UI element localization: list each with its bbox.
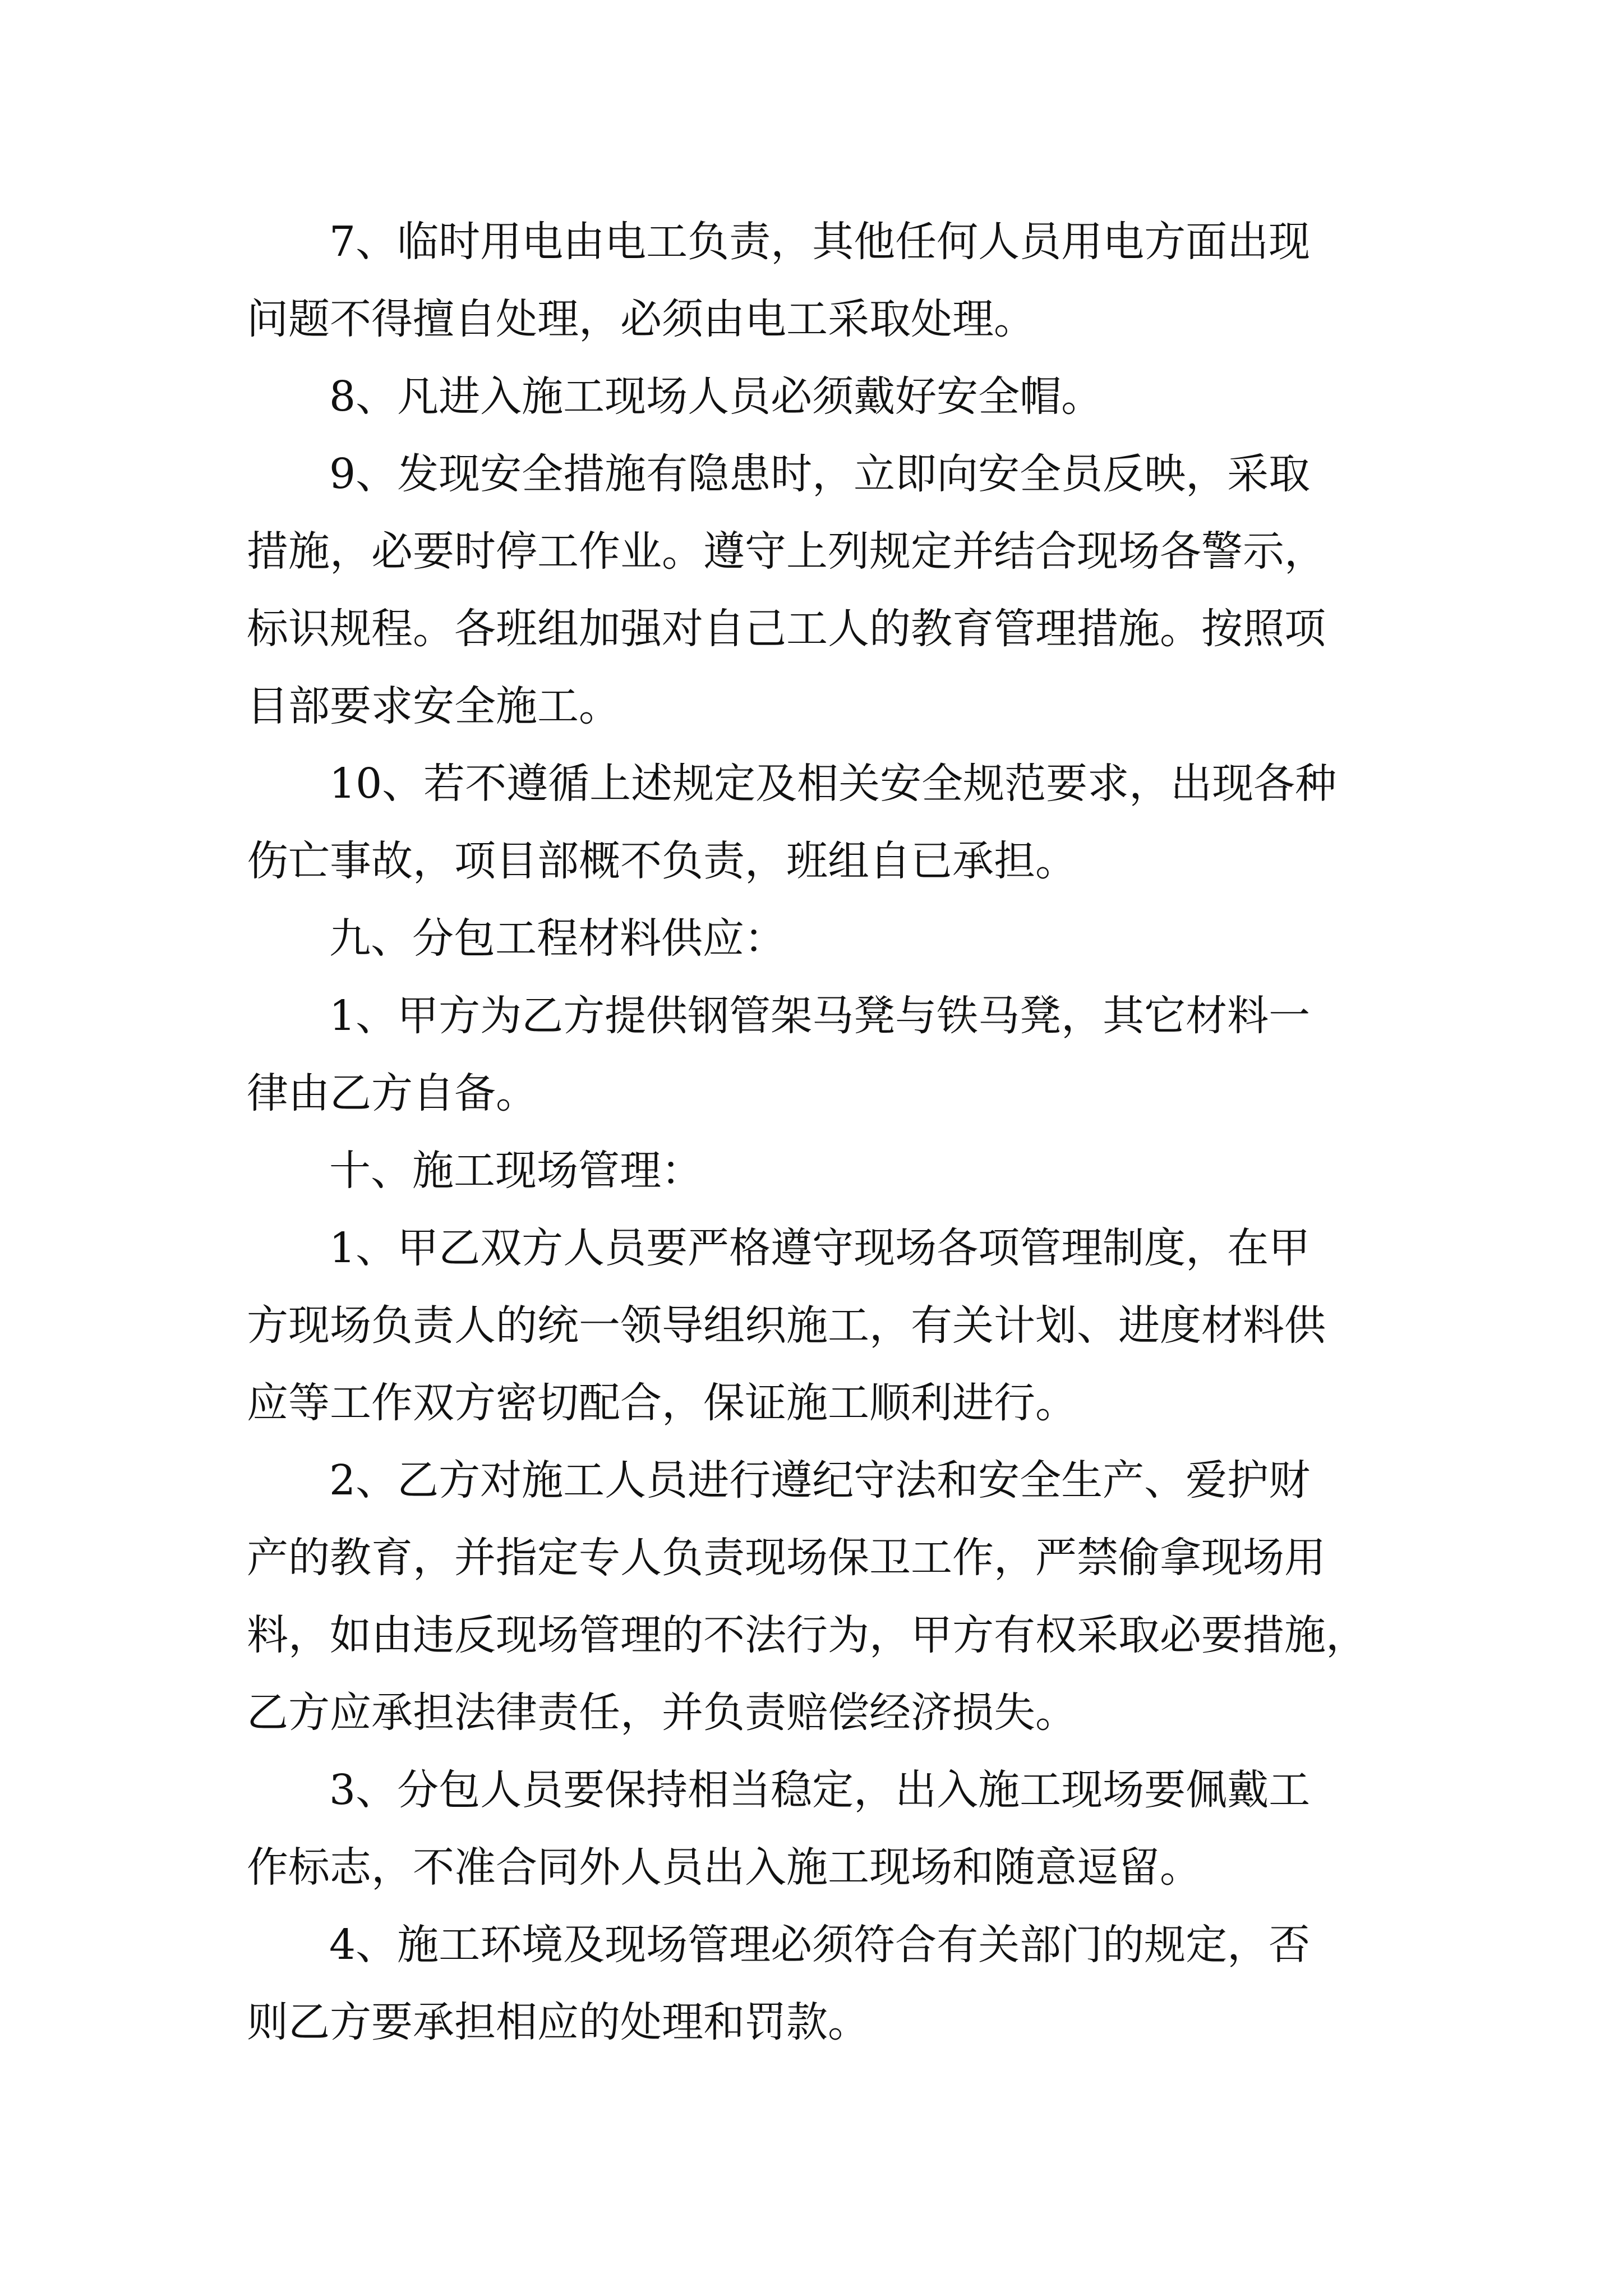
text-line: 问题不得擅自处理，必须由电工采取处理。 [247,295,1035,343]
text-line: 3、分包人员要保持相当稳定，出入施工现场要佩戴工 [329,1766,1311,1814]
text-line: 7、临时用电由电工负责，其他任何人员用电方面出现 [329,218,1311,266]
text-line: 则乙方要承担相应的处理和罚款。 [247,1998,869,2046]
text-line: 1、甲乙双方人员要严格遵守现场各项管理制度，在甲 [329,1224,1311,1272]
text-line: 10、若不遵循上述规定及相关安全规范要求，出现各种 [329,760,1337,808]
text-line: 作标志，不准合同外人员出入施工现场和随意逗留。 [247,1843,1201,1892]
text-line: 措施，必要时停工作业。遵守上列规定并结合现场各警示， [247,527,1326,576]
text-line: 乙方应承担法律责任，并负责赔偿经济损失。 [247,1688,1077,1737]
text-line: 律由乙方自备。 [247,1069,537,1117]
text-line: 伤亡事故，项目部概不负责，班组自已承担。 [247,837,1077,885]
text-line: 4、施工环境及现场管理必须符合有关部门的规定，否 [329,1921,1311,1969]
text-line: 方现场负责人的统一领导组织施工，有关计划、进度材料供 [247,1301,1326,1350]
text-line: 应等工作双方密切配合，保证施工顺利进行。 [247,1379,1077,1427]
text-line: 标识规程。各班组加强对自己工人的教育管理措施。按照项 [247,605,1326,653]
text-line: 9、发现安全措施有隐患时，立即向安全员反映，采取 [329,450,1311,498]
text-line: 目部要求安全施工。 [247,682,620,730]
text-line: 料，如由违反现场管理的不法行为，甲方有权采取必要措施， [247,1611,1367,1659]
text-line: 8、凡进入施工现场人员必须戴好安全帽。 [329,372,1103,421]
text-line: 1、甲方为乙方提供钢管架马凳与铁马凳，其它材料一 [329,992,1311,1040]
text-line: 2、乙方对施工人员进行遵纪守法和安全生产、爱护财 [329,1456,1311,1504]
section-heading: 九、分包工程材料供应： [329,914,786,963]
section-heading: 十、施工现场管理： [329,1147,703,1195]
text-line: 产的教育，并指定专人负责现场保卫工作，严禁偷拿现场用 [247,1534,1326,1582]
